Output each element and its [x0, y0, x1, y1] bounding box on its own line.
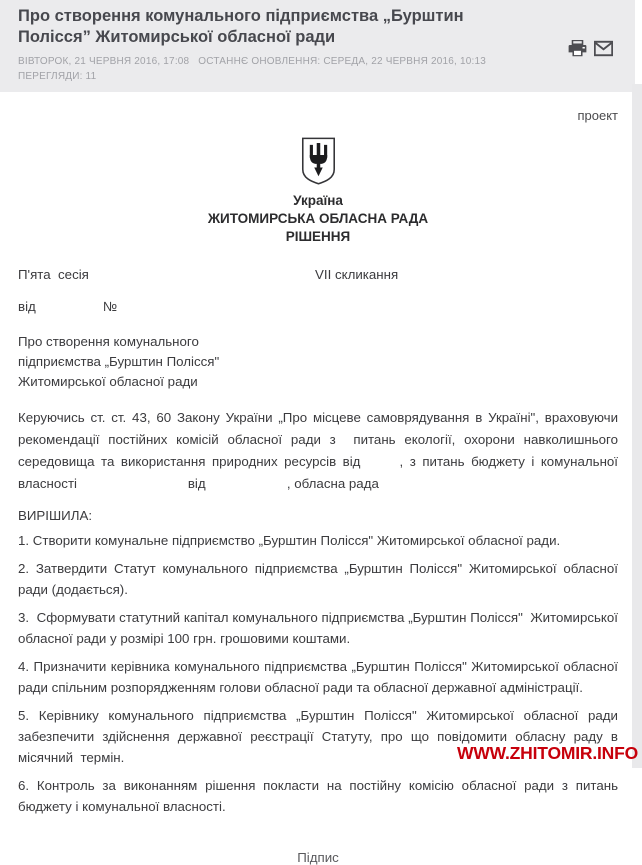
page-edge-strip	[632, 84, 642, 768]
number-label: №	[103, 299, 118, 315]
session-number: П'ята сесія	[18, 267, 89, 283]
session-row	[18, 267, 618, 284]
date-label: від	[18, 299, 36, 315]
decision-item-1: 1. Створити комунальне підприємство „Бурштин Полісся" Житомирської обласної ради.	[18, 533, 561, 549]
decision-item-4: 4. Призначити керівника комунального підприємства „Бурштин Полісся" Житомирської обласної ради спільним розпорядженням голови обласної ради та обласної державної адміністрації.	[18, 659, 618, 696]
article-header	[0, 0, 635, 92]
decision-items	[18, 530, 618, 817]
emblem-council-label: ЖИТОМИРСЬКА ОБЛАСНА РАДА	[207, 211, 429, 227]
emblem-doctype-label: РІШЕННЯ	[285, 229, 351, 245]
print-icon[interactable]	[568, 40, 587, 57]
email-icon[interactable]	[594, 40, 613, 57]
convocation-number: VII скликання	[315, 267, 399, 283]
decision-item-2: 2. Затвердити Статут комунального підприємства „Бурштин Полісся" Житомирської обласної ради (додається).	[18, 561, 618, 598]
article-meta: ВІВТОРОК, 21 ЧЕРВНЯ 2016, 17:08 ОСТАННЄ ОНОВЛЕННЯ: СЕРЕДА, 22 ЧЕРВНЯ 2016, 10:13 ПЕРЕГЛЯДИ: 11	[18, 56, 492, 82]
decision-item-5: 5. Керівнику комунального підприємства „Бурштин Полісся" Житомирської обласної ради забезпечити здійснення державної реєстрації Статуту, про що повідомити обласну раду в місячний термін.	[18, 708, 618, 766]
resolved-label: ВИРІШИЛА:	[18, 508, 93, 524]
emblem-country-label: Україна	[293, 193, 343, 209]
ukraine-trident-emblem-icon	[300, 137, 337, 185]
header-actions	[568, 40, 613, 57]
site-watermark: WWW.ZHITOMIR.INFO	[457, 743, 638, 763]
document-subject: Про створення комунального підприємства „Бурштин Полісся" Житомирської обласної ради	[18, 334, 220, 390]
decision-item-3: 3. Сформувати статутний капітал комунального підприємства „Бурштин Полісся" Житомирської обласної ради у розмірі 100 грн. грошовими коштами.	[18, 610, 618, 647]
page-title: Про створення комунального підприємства „Бурштин Полісся” Житомирської обласної ради	[18, 7, 464, 46]
decision-item-6: 6. Контроль за виконанням рішення покласти на постійну комісію обласної ради з питань бюджету і комунальної власності.	[18, 778, 618, 815]
signature-label: Підпис	[297, 850, 339, 865]
document-preamble: Керуючись ст. ст. 43, 60 Закону України „Про місцеве самоврядування в Україні", враховуючи рекомендації постійних комісій обласної ради з питань екології, охорони навколишнього середовища та використання природних ресурсів від , з питань бюджету і комунальної власності від , обласна рада	[18, 410, 618, 492]
requisites-row	[18, 299, 618, 316]
draft-label: проект	[577, 108, 618, 123]
document-heading	[18, 137, 618, 245]
